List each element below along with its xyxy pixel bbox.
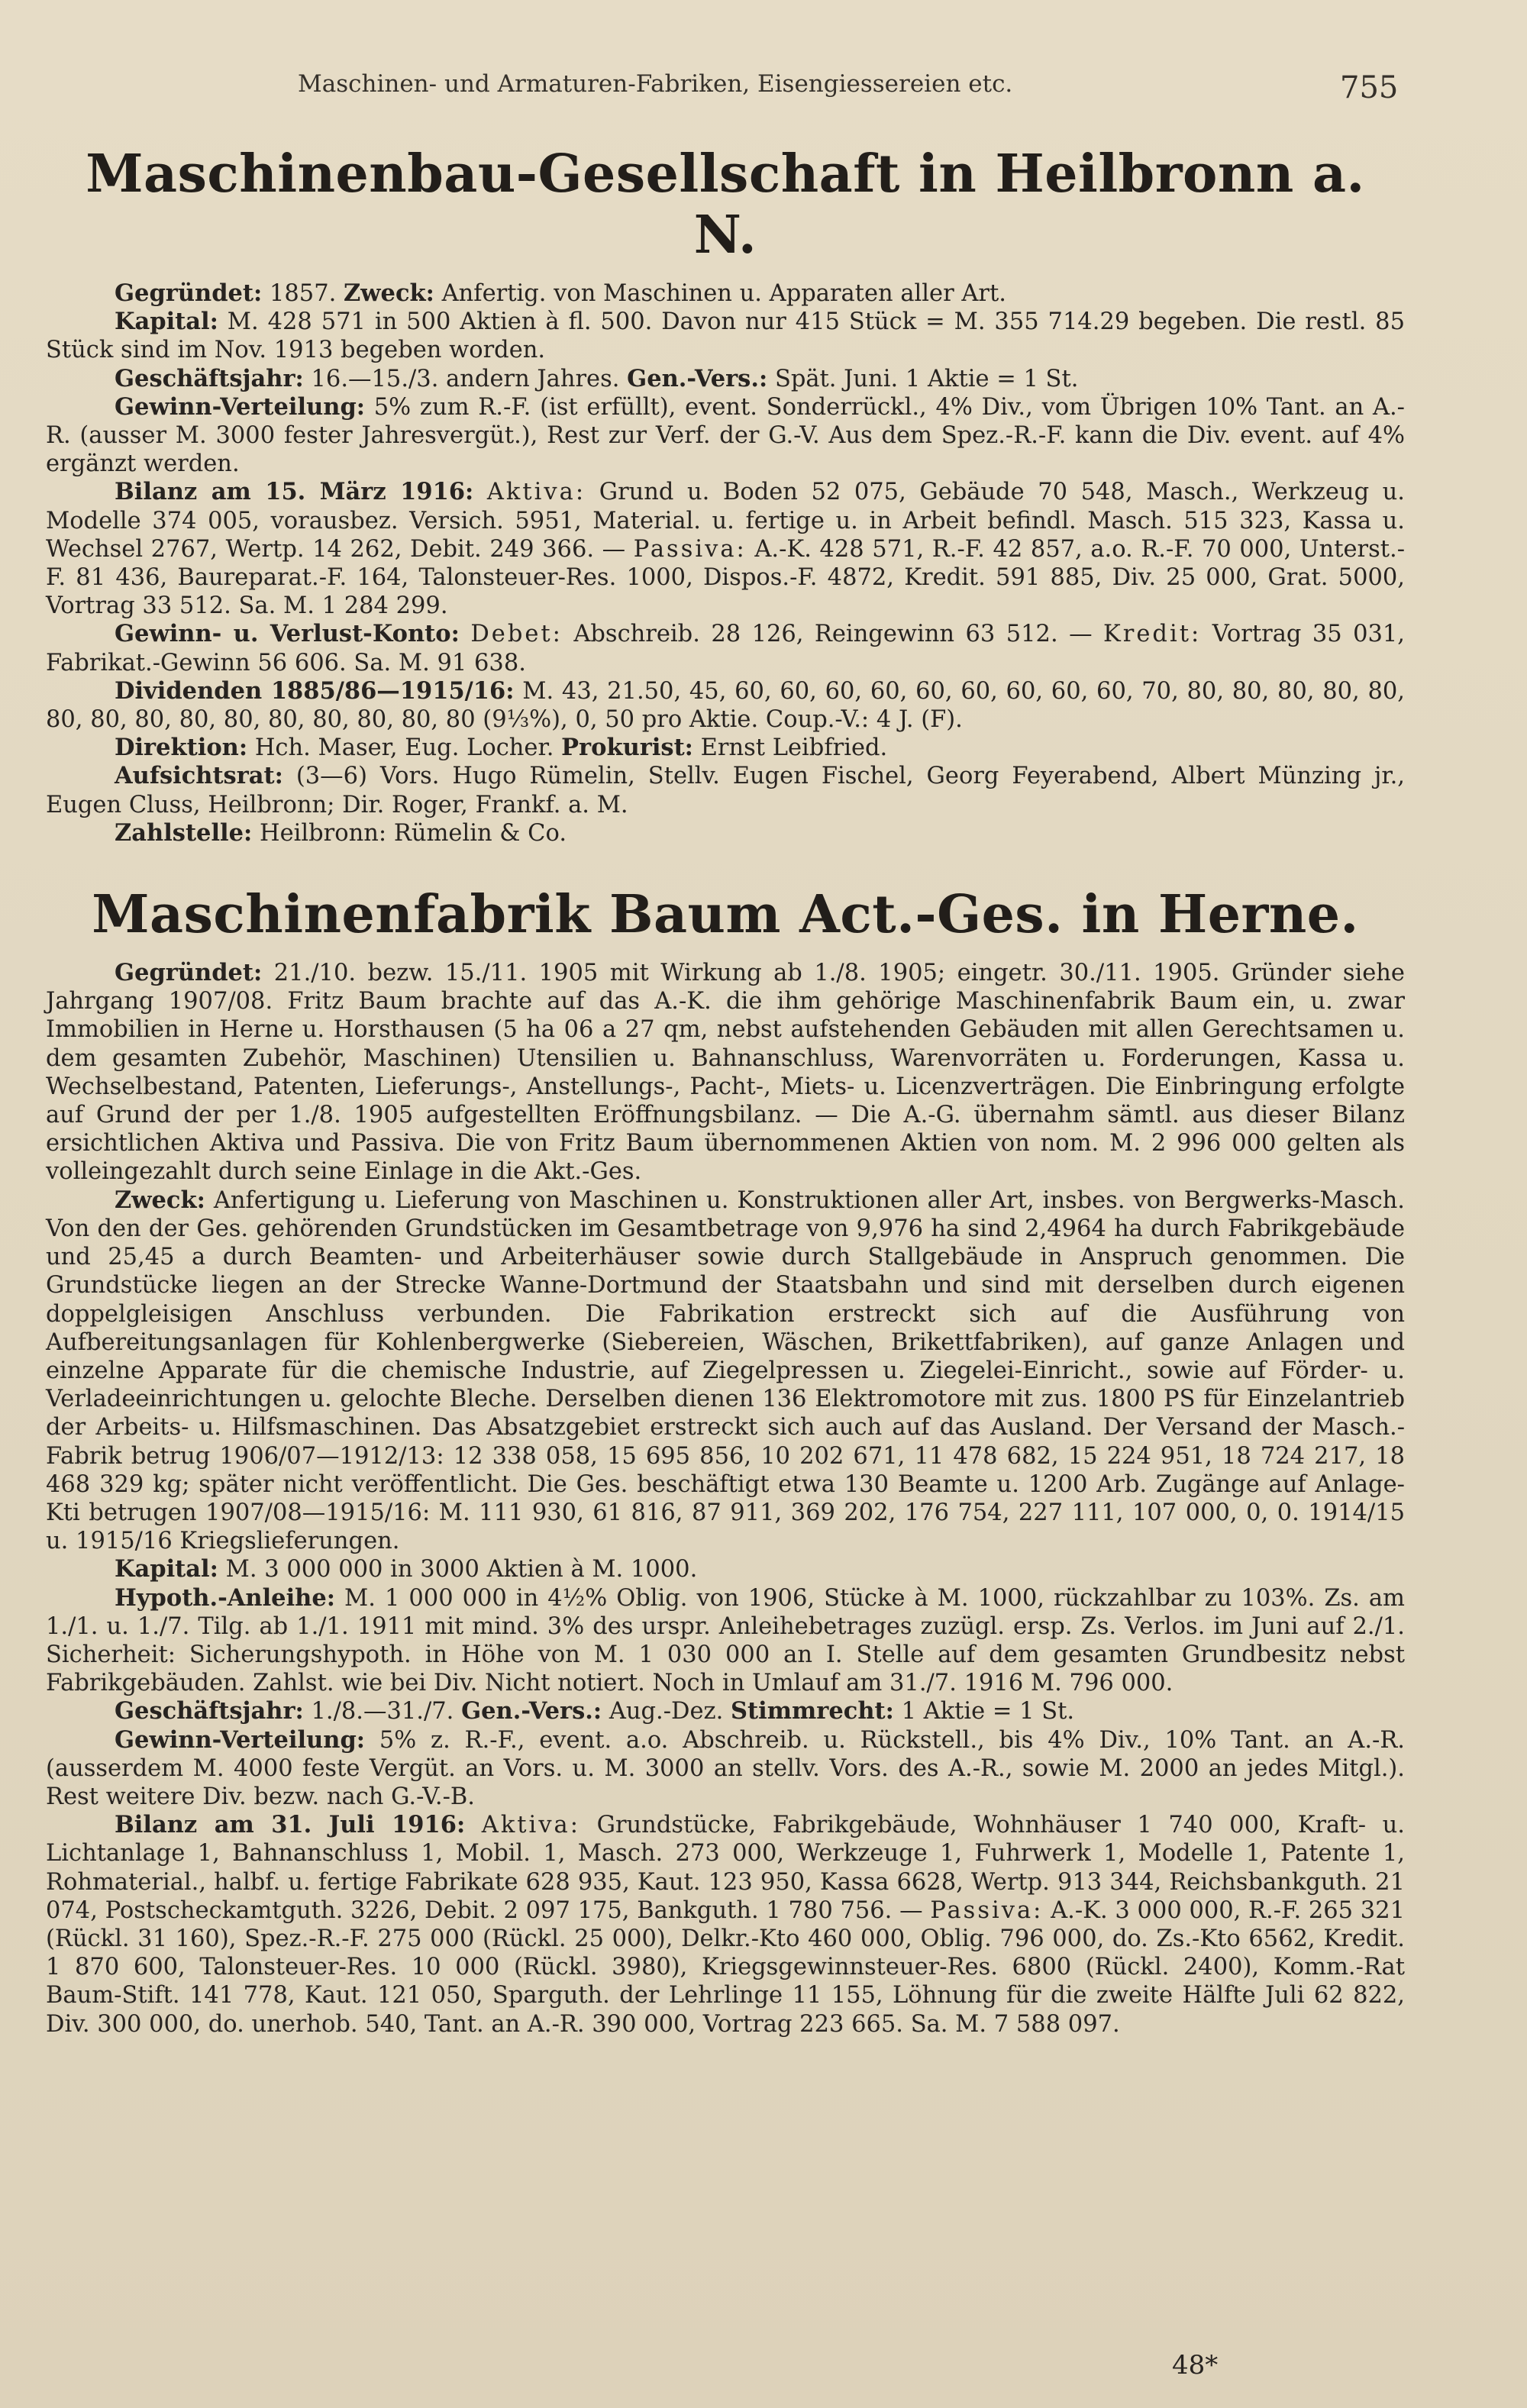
entry1-zahlstelle	[46, 819, 1405, 847]
label: Direktion:	[115, 734, 248, 762]
entry-title-heilbronn: Maschinenbau-Gesellschaft in Heilbronn a. N.	[86, 144, 1365, 266]
entry-title-herne: Maschinenfabrik Baum Act.-Ges. in Herne.	[92, 884, 1359, 946]
label: Gegründet:	[115, 279, 263, 307]
running-title: Maschinen- und Armaturen-Fabriken, Eisengiessereien etc.	[298, 70, 1013, 98]
entry1-guv	[46, 620, 1405, 676]
text: M. 1 000 000 in 4½% Oblig. von 1906, Stücke à M. 1000, rückzahlbar zu 103%. Zs. am 1./1. u. 1./7. Tilg. ab 1./1. 1911 mit mind. 3% des urspr. Anleihebetrages zuzügl. ersp. Zs. Verlos. im Juni auf 2./1. Sicherheit: Sicherungshypoth. in Höhe von M. 1 030 000 an I. Stelle auf dem gesamten Grundbesitz nebst Fabrikgebäuden. Zahlst. wie bei Div. Nicht notiert. Noch in Umlauf am 31./7. 1916 M. 796 000.	[46, 1584, 1405, 1697]
label: Dividenden 1885/86—1915/16:	[115, 676, 515, 705]
text: 1857.	[269, 280, 337, 307]
entry2-zweck	[46, 1186, 1405, 1556]
aktiva-word: Aktiva:	[481, 1812, 581, 1839]
entry1-gewinnverteilung	[46, 393, 1405, 479]
text: (3—6) Vors. Hugo Rümelin, Stellv. Eugen Fischel, Georg Feyerabend, Albert Münzing jr., Eugen Cluss, Heilbronn; Dir. Roger, Frankf. a. M.	[46, 763, 1405, 818]
text: 21./10. bezw. 15./11. 1905 mit Wirkung ab 1./8. 1905; eingetr. 30./11. 1905. Gründer siehe Jahrgang 1907/08. Fritz Baum brachte auf das A.-K. die ihm gehörige Maschinenfabrik Baum ein, u. zwar Immobilien in Herne u. Horsthausen (5 ha 06 a 27 qm, nebst aufstehenden Gebäuden mit allen Gerechtsamen u. dem gesamten Zubehör, Maschinen) Utensilien u. Bahnanschluss, Warenvorräten u. Forderungen, Kassa u. Wechselbestand, Patenten, Lieferungs-, Anstellungs-, Pacht-, Miets- u. Licenzverträgen. Die Einbringung erfolgte auf Grund der per 1./8. 1905 aufgestellten Eröffnungsbilanz. — Die A.-G. übernahm sämtl. aus dieser Bilanz ersichtlichen Aktiva und Passiva. Die von Fritz Baum übernommenen Aktien von nom. M. 2 996 000 gelten als volleingezahlt durch seine Einlage in die Akt.-Ges.	[46, 960, 1405, 1186]
debet-word: Debet:	[470, 621, 563, 648]
entry2-kapital	[46, 1555, 1405, 1583]
label: Gen.-Vers.:	[627, 364, 768, 392]
entry2-gegruendet	[46, 959, 1405, 1186]
entry1-direktion	[46, 734, 1405, 762]
text: M. 43, 21.50, 45, 60, 60, 60, 60, 60, 60, 60, 60, 60, 70, 80, 80, 80, 80, 80, 80, 80, 80, 80, 80, 80, 80, 80, 80, 80 (9⅓%), 0, 50 pro Aktie. Coup.-V.: 4 J. (F).	[46, 677, 1405, 734]
text: Heilbronn: Rümelin & Co.	[260, 819, 567, 847]
label: Gewinn-Verteilung:	[115, 1725, 366, 1754]
aktiva-word: Aktiva:	[486, 479, 586, 506]
label: Kapital:	[115, 1555, 218, 1583]
kredit-word: Kredit:	[1103, 621, 1202, 648]
label: Zahlstelle:	[115, 818, 253, 847]
label: Gegründet:	[115, 959, 263, 987]
text: M. 3 000 000 in 3000 Aktien à M. 1000.	[225, 1556, 698, 1583]
label: Gewinn-Verteilung:	[115, 392, 366, 421]
label: Gen.-Vers.:	[461, 1697, 602, 1725]
entry1-gegruendet	[46, 279, 1405, 308]
label: Aufsichtsrat:	[115, 762, 283, 790]
text: 5% zum R.-F. (ist erfüllt), event. Sonderrückl., 4% Div., vom Übrigen 10% Tant. an A.-R. (ausser M. 3000 fester Jahresvergüt.), Rest zur Verf. der G.-V. Aus dem Spez.-R.-F. kann die Div. event. auf 4% ergänzt werden.	[46, 393, 1405, 478]
running-header	[46, 70, 1405, 116]
text: 16.—15./3. andern Jahres.	[311, 365, 620, 392]
label: Kapital:	[115, 308, 218, 336]
entry1-kapital	[46, 308, 1405, 364]
passiva-word: Passiva:	[633, 535, 747, 563]
text: Hch. Maser, Eug. Locher.	[254, 734, 554, 762]
signature-mark: 48*	[1172, 2350, 1219, 2381]
text: Grundstücke, Fabrikgebäude, Wohnhäuser 1 740 000, Kraft- u. Lichtanlage 1, Bahnanschluss 1, Mobil. 1, Masch. 273 000, Werkzeuge 1, Fuhrwerk 1, Modelle 1, Patente 1, Rohmaterial., halbf. u. fertige Fabrikate 628 935, Kaut. 123 950, Kassa 6628, Wertp. 913 344, Reichsbankguth. 21 074, Postscheckamtguth. 3226, Debit. 2 097 175, Bankguth. 1 780 756. —	[46, 1812, 1405, 1924]
entry2-hypoth-anleihe	[46, 1584, 1405, 1698]
page-number: 755	[1340, 70, 1399, 105]
label: Hypoth.-Anleihe:	[115, 1583, 336, 1612]
text: A.-K. 3 000 000, R.-F. 265 321 (Rückl. 31 160), Spez.-R.-F. 275 000 (Rückl. 25 000), Delkr.-Kto 460 000, Oblig. 796 000, do. Zs.-Kto 6562, Kredit. 1 870 600, Talonsteuer-Res. 10 000 (Rückl. 3980), Kriegsgewinnsteuer-Res. 6800 (Rückl. 2400), Komm.-Rat Baum-Stift. 141 778, Kaut. 121 050, Sparguth. der Lehrlinge 11 155, Löhnung für die zweite Hälfte Juli 62 822, Div. 300 000, do. unerhob. 540, Tant. an A.-R. 390 000, Vortrag 223 665. Sa. M. 7 588 097.	[46, 1896, 1406, 2038]
text: M. 428 571 in 500 Aktien à fl. 500. Davon nur 415 Stück = M. 355 714.29 begeben. Die restl. 85 Stück sind im Nov. 1913 begeben worden.	[46, 308, 1405, 364]
text: Aug.-Dez.	[609, 1698, 724, 1725]
label: Zweck:	[115, 1186, 205, 1214]
entry2-gewinnverteilung	[46, 1726, 1405, 1812]
label: Prokurist:	[561, 734, 693, 762]
text: Ernst Leibfried.	[700, 734, 888, 762]
label: Geschäftsjahr:	[115, 364, 304, 392]
label: Bilanz am 31. Juli 1916:	[115, 1811, 466, 1839]
text: Abschreib. 28 126, Reingewinn 63 512. —	[573, 621, 1093, 648]
entry1-dividenden	[46, 677, 1405, 734]
text: Vortrag 35 031, Fabrikat.-Gewinn 56 606. Sa. M. 91 638.	[46, 621, 1405, 676]
text: 1./8.—31./7.	[311, 1698, 454, 1725]
label: Geschäftsjahr:	[115, 1697, 304, 1725]
entry1-aufsichtsrat	[46, 762, 1405, 818]
entry1-bilanz	[46, 478, 1405, 620]
passiva-word: Passiva:	[930, 1896, 1044, 1924]
entry2-geschaeftsjahr	[46, 1697, 1405, 1725]
text: Grund u. Boden 52 075, Gebäude 70 548, Masch., Werkzeug u. Modelle 374 005, vorausbez. Versich. 5951, Material. u. fertige u. in Arbeit befindl. Masch. 515 323, Kassa u. Wechsel 2767, Wertp. 14 262, Debit. 249 366. —	[46, 479, 1405, 563]
text: 1 Aktie = 1 St.	[901, 1698, 1075, 1725]
text: Anfertig. von Maschinen u. Apparaten aller Art.	[441, 280, 1006, 307]
text: Spät. Juni. 1 Aktie = 1 St.	[774, 365, 1079, 392]
text: Anfertigung u. Lieferung von Maschinen u. Konstruktionen aller Art, insbes. von Bergwerks-Masch. Von den der Ges. gehörenden Grundstücken im Gesamtbetrage von 9,976 ha sind 2,4964 ha durch Fabrikgebäude und 25,45 a durch Beamten- und Arbeiterhäuser sowie durch Stallgebäude in Anspruch genommen. Die Grundstücke liegen an der Strecke Wanne-Dortmund der Staatsbahn und sind mit derselben durch eigenen doppelgleisigen Anschluss verbunden. Die Fabrikation erstreckt sich auf die Ausführung von Aufbereitungsanlagen für Kohlenbergwerke (Siebereien, Wäschen, Brikettfabriken), auf ganze Anlagen und einzelne Apparate für die chemische Industrie, auf Ziegelpressen u. Ziegelei-Einricht., sowie auf Förder- u. Verladeeinrichtungen u. gelochte Bleche. Derselben dienen 136 Elektromotore mit zus. 1800 PS für Einzelantrieb der Arbeits- u. Hilfsmaschinen. Das Absatzgebiet erstreckt sich auch auf das Ausland. Der Versand der Masch.-Fabrik betrug 1906/07—1912/13: 12 338 058, 15 695 856, 10 202 671, 11 478 682, 15 224 951, 18 724 217, 18 468 329 kg; später nicht veröffentlicht. Die Ges. beschäftigt etwa 130 Beamte u. 1200 Arb. Zugänge auf Anlage-Kti betrugen 1907/08—1915/16: M. 111 930, 61 816, 87 911, 369 202, 176 754, 227 111, 107 000, 0, 0. 1914/15 u. 1915/16 Kriegslieferungen.	[46, 1186, 1405, 1555]
label: Gewinn- u. Verlust-Konto:	[115, 620, 460, 648]
text: 5% z. R.-F., event. a.o. Abschreib. u. Rückstell., bis 4% Div., 10% Tant. an A.-R. (ausserdem M. 4000 feste Vergüt. an Vors. u. M. 3000 an stellv. Vors. des A.-R., sowie M. 2000 an jedes Mitgl.). Rest weitere Div. bezw. nach G.-V.-B.	[46, 1726, 1405, 1810]
label: Bilanz am 15. März 1916:	[115, 478, 474, 506]
entry2-bilanz	[46, 1811, 1405, 2038]
entry1-geschaeftsjahr	[46, 365, 1405, 393]
label: Zweck:	[344, 279, 434, 307]
text: A.-K. 428 571, R.-F. 42 857, a.o. R.-F. 70 000, Unterst.-F. 81 436, Baureparat.-F. 164, Talonsteuer-Res. 1000, Dispos.-F. 4872, Kredit. 591 885, Div. 25 000, Grat. 5000, Vortrag 33 512. Sa. M. 1 284 299.	[46, 535, 1406, 620]
label: Stimmrecht:	[731, 1697, 894, 1725]
